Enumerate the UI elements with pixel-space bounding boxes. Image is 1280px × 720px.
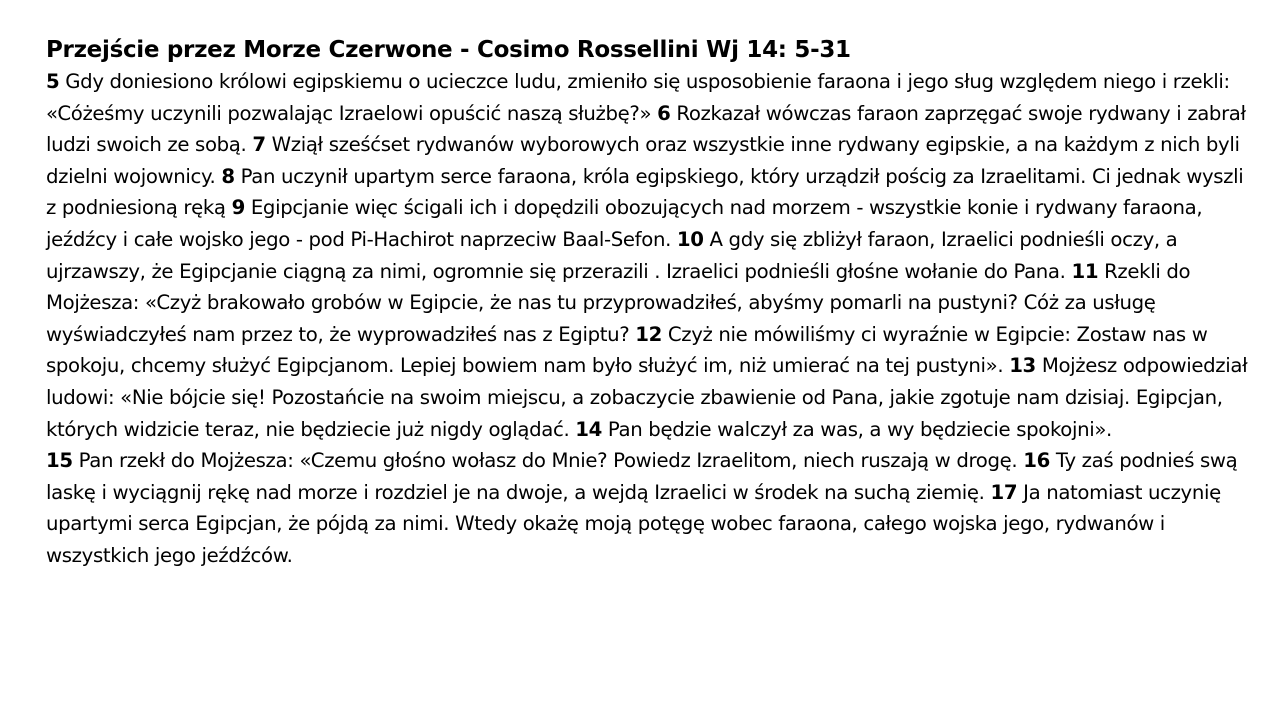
verse-text: Rzekli do Mojżesza: «Czyż brakowało grobów w Egipcie, że nas tu przyprowadziłeś, abyśmy pomarli na pustyni? Cóż za usługę wyświadczyłeś nam przez to, że wyprowadziłeś nas z Egiptu? <box>46 259 1191 346</box>
verse-number: 5 <box>46 70 60 93</box>
scripture-text <box>46 66 1250 572</box>
slide-content <box>46 34 1250 572</box>
verse-number: 9 <box>231 196 245 220</box>
verse-text: Egipcjanie więc ścigali ich i dopędzili obozujących nad morzem - wszystkie konie i rydwany faraona, jeźdźcy i całe wojsko jego - pod Pi-Hachirot naprzeciw Baal-Sefon. <box>46 196 1203 251</box>
verse <box>575 418 1112 441</box>
verse-text: Ty zaś podnieś swą laskę i wyciągnij rękę nad morze i rozdziel je na dwoje, a wejdą Izraelici w środek na suchą ziemię. <box>46 449 1238 504</box>
verse-text: Rozkazał wówczas faraon zaprzęgać swoje rydwany i zabrał ludzi swoich ze sobą. <box>46 101 1246 157</box>
verse-text: Wziął sześćset rydwanów wyborowych oraz wszystkie inne rydwany egipskie, a na każdym z nich byli dzielni wojownicy. <box>46 133 1240 188</box>
verse-number: 13 <box>1009 354 1036 378</box>
verse-number: 11 <box>1071 259 1099 283</box>
page-title: Przejście przez Morze Czerwone - Cosimo Rossellini Wj 14: 5-31 <box>46 37 851 63</box>
verse-text: Ja natomiast uczynię upartymi serca Egipcjan, że pójdą za nimi. Wtedy okażę moją potęgę wobec faraona, całego wojska jego, rydwanów i wszystkich jego jeźdźców. <box>46 480 1221 567</box>
scripture-paragraph <box>46 445 1250 571</box>
scripture-paragraph <box>46 66 1250 445</box>
verse-number: 7 <box>252 133 266 157</box>
verse <box>46 449 1017 472</box>
verse-text: Pan uczynił upartym serce faraona, króla egipskiego, który urządził pościg za Izraelitami. Ci jednak wyszli z podniesioną ręką <box>46 164 1244 220</box>
verse-number: 10 <box>676 227 704 251</box>
verse-text: Czyż nie mówiliśmy ci wyraźnie w Egipcie: Zostaw nas w spokoju, chcemy służyć Egipcjanom. Lepiej bowiem nam było służyć im, niż umierać na tej pustyni». <box>46 322 1208 378</box>
verse-text: Gdy doniesiono królowi egipskiemu o ucieczce ludu, zmieniło się usposobienie faraona i jego sług względem niego i rzekli: «Cóżeśmy uczynili pozwalając Izraelowi opuścić naszą służbę?» <box>46 70 1230 125</box>
verse-number: 6 <box>657 101 671 125</box>
verse-text: Pan będzie walczył za was, a wy będziecie spokojni». <box>607 417 1112 441</box>
verse-number: 17 <box>990 480 1018 504</box>
verse-number: 14 <box>575 417 602 441</box>
verse-number: 12 <box>635 322 662 346</box>
verse-number: 15 <box>46 449 73 473</box>
verse-number: 8 <box>221 164 235 188</box>
verse-text: Pan rzekł do Mojżesza: «Czemu głośno wołasz do Mnie? Powiedz Izraelitom, niech ruszają w drogę. <box>78 449 1018 473</box>
verse-text: A gdy się zbliżył faraon, Izraelici podnieśli oczy, a ujrzawszy, że Egipcjanie ciągną za nimi, ogromnie się przerazili . Izraelici podnieśli głośne wołanie do Pana. <box>46 227 1178 283</box>
verse-text: Mojżesz odpowiedział ludowi: «Nie bójcie się! Pozostańcie na swoim miejscu, a zobaczycie zbawienie od Pana, jakie zgotuje nam dzisiaj. Egipcjan, których widzicie teraz, nie będziecie już nigdy oglądać. <box>46 354 1248 441</box>
verse-number: 16 <box>1023 449 1050 473</box>
